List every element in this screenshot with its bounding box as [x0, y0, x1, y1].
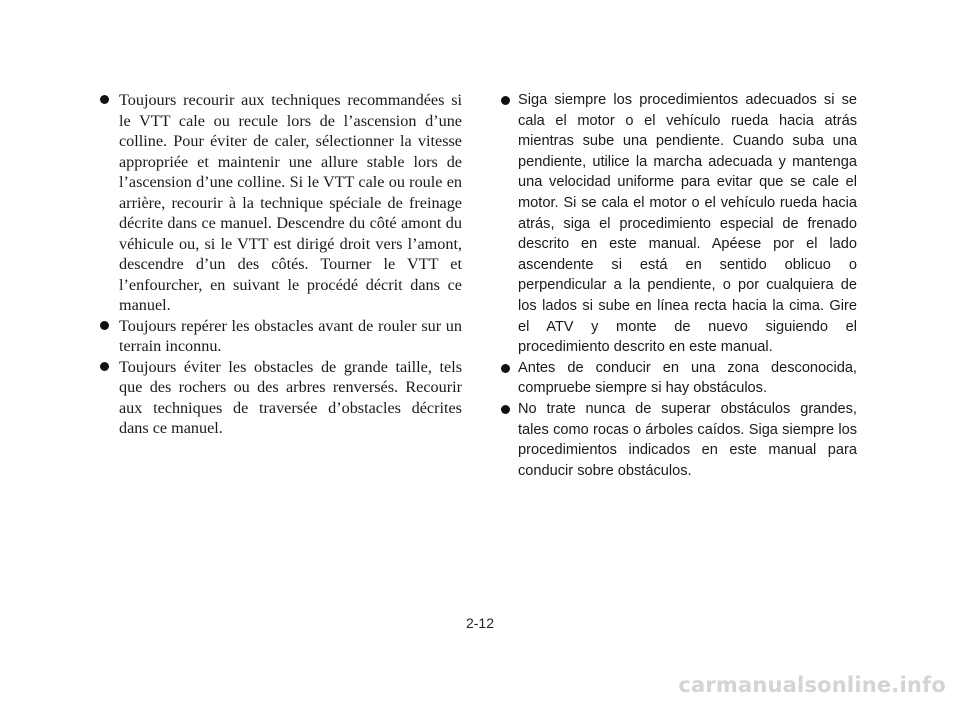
spanish-column: [497, 90, 857, 481]
bullet-icon: [501, 405, 510, 414]
list-item-text: Toujours repérer les obstacles avant de rouler sur un terrain inconnu.: [119, 316, 462, 355]
page-number: 2-12: [465, 615, 495, 631]
list-item-text: Toujours recourir aux techniques recommandées si le VTT cale ou recule lors de l’ascension d’une colline. Pour éviter de caler, sélectionner la vitesse appropriée et maintenir une allure stable lors de l’ascension d’une colline. Si le VTT cale ou roule en arrière, recourir à la technique spéciale de freinage décrite dans ce manuel. Descendre du côté amont du véhicule ou, si le VTT est dirigé droit vers l’amont, descendre d’un des côtés. Tourner le VTT et l’enfourcher, en suivant le procédé décrit dans ce manuel.: [119, 91, 462, 314]
bullet-icon: [100, 95, 109, 104]
list-item: [98, 357, 462, 439]
list-item-text: No trate nunca de superar obstáculos grandes, tales como rocas o árboles caídos. Siga siempre los procedimientos indicados en este manual para conducir sobre obstáculos.: [518, 400, 857, 479]
bullet-icon: [501, 364, 510, 373]
watermark-link[interactable]: carmanualsonline.info: [678, 673, 946, 697]
bullet-icon: [501, 96, 510, 105]
spanish-bullet-list: [497, 90, 857, 481]
list-item-text: Siga siempre los procedimientos adecuados si se cala el motor o el vehículo rueda hacia atrás mientras sube una pendiente. Cuando suba una pendiente, utilice la marcha adecuada y mantenga una velocidad uniforme para evitar que se cale el motor. Si se cala el motor o el vehículo rueda hacia atrás, siga el procedimiento especial de frenado descrito en este manual. Apéese por el lado ascendente si está en sentido oblicuo o perpendicular a la pendiente, o por cualquiera de los lados si sube en línea recta hacia la cima. Gire el ATV y monte de nuevo siguiendo el procedimiento descrito en este manual.: [518, 92, 857, 356]
list-item-text: Toujours éviter les obstacles de grande taille, tels que des rochers ou des arbres renversés. Recourir aux techniques de traversée d’obstacles décrites dans ce manuel.: [119, 357, 462, 437]
bullet-icon: [100, 362, 109, 371]
list-item: [98, 316, 462, 357]
list-item: [98, 90, 462, 316]
french-column: [98, 90, 462, 439]
list-item: [497, 399, 857, 481]
list-item: [497, 358, 857, 399]
list-item: [497, 90, 857, 358]
french-bullet-list: [98, 90, 462, 439]
list-item-text: Antes de conducir en una zona desconocida, compruebe siempre si hay obstáculos.: [518, 359, 857, 397]
bullet-icon: [100, 321, 109, 330]
